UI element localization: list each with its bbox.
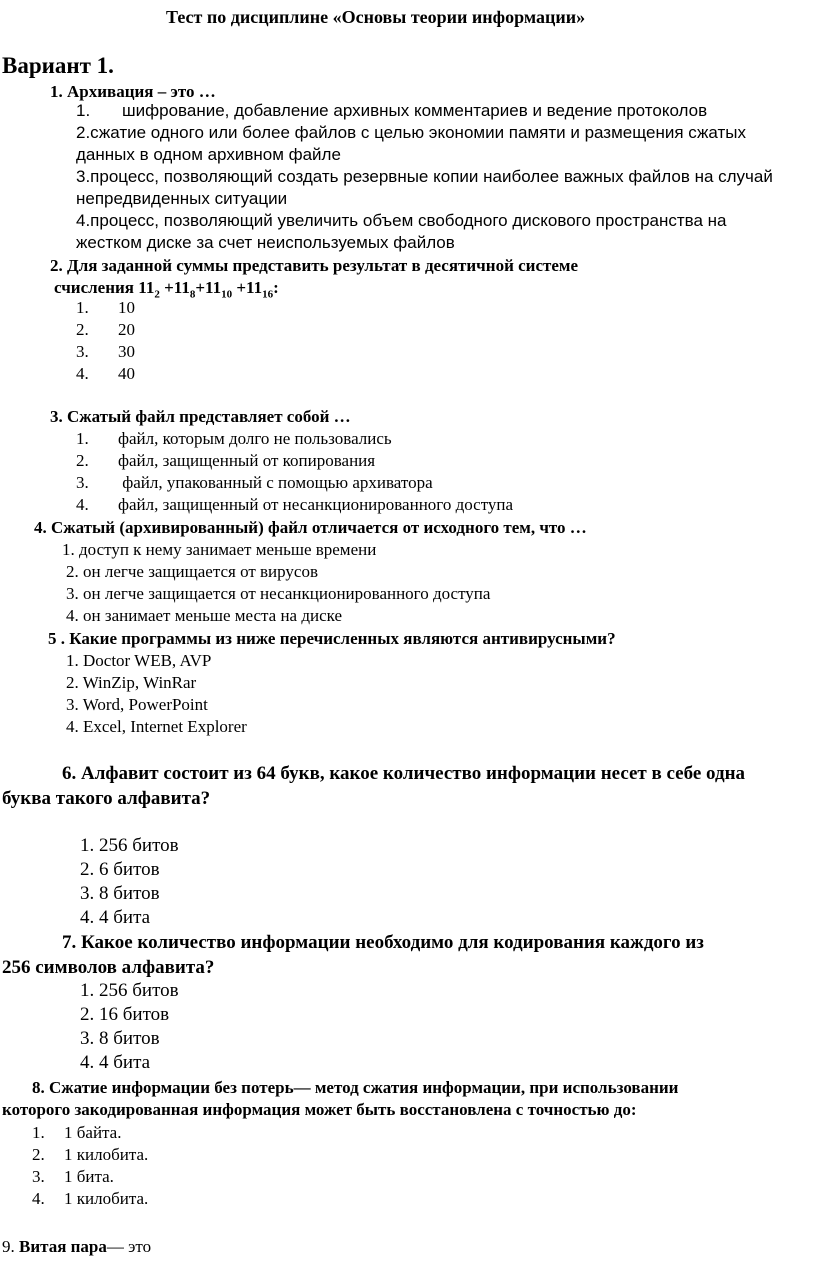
q8-answer-4-text: 1 килобита. [64,1189,149,1208]
q2-answer-4-number: 4. [76,364,89,383]
question-5: 5 . Какие программы из ниже перечисленных являются антивирусными? [48,629,616,648]
q6-answer-3: 3. 8 битов [80,883,160,904]
q2-answer-3-text: 30 [118,342,135,361]
q3-answer-1-number: 1. [76,429,89,448]
question-6-line-1: 6. Алфавит состоит из 64 букв, какое количество информации несет в себе одна [62,763,746,784]
q3-answer-1 [76,429,392,449]
question-7-line-1: 7. Какое количество информации необходимо для кодирования каждого из [62,932,704,953]
q5-answer-4: 4. Excel, Internet Explorer [66,717,247,736]
q1-answer-2-line-1: 2.сжатие одного или более файлов с целью экономии памяти и размещения сжатых [76,123,746,142]
q9-rest: — это [106,1237,152,1256]
q5-answer-1: 1. Doctor WEB, AVP [66,651,212,670]
q8-answer-4-number: 4. [32,1189,45,1208]
q7-answer-1: 1. 256 битов [80,980,179,1001]
q4-answer-3: 3. он легче защищается от несанкционированного доступа [66,584,491,603]
q2-answer-2-number: 2. [76,320,89,339]
q5-answer-3: 3. Word, PowerPoint [66,695,208,714]
q7-answer-3: 3. 8 битов [80,1028,160,1049]
q1-answer-3-line-1: 3.процесс, позволяющий создать резервные копии наиболее важных файлов на случай [76,167,773,186]
q8-answer-3-number: 3. [32,1167,45,1186]
q1-answer-3-line-2: непредвиденных ситуации [76,189,288,208]
question-8-line-1: 8. Сжатие информации без потерь— метод сжатия информации, при использовании [32,1078,679,1097]
q7-answer-4: 4. 4 бита [80,1052,151,1073]
q3-answer-4-text: файл, защищенный от несанкционированного доступа [118,495,514,514]
q3-answer-2-text: файл, защищенный от копирования [118,451,376,470]
q3-answer-3-text: файл, упакованный с помощью архиватора [118,473,433,492]
q2-plus-2: +11 [195,278,222,297]
q8-answer-2-number: 2. [32,1145,45,1164]
q4-answer-2: 2. он легче защищается от вирусов [66,562,319,581]
question-6-line-2: буква такого алфавита? [2,788,211,809]
question-1: 1. Архивация – это … [50,82,216,101]
q3-answer-3-number: 3. [76,473,89,492]
q7-answer-2: 2. 16 битов [80,1004,170,1025]
page-title: Тест по дисциплине «Основы теории информации» [166,7,586,27]
q3-answer-1-text: файл, которым долго не пользовались [118,429,392,448]
question-4: 4. Сжатый (архивированный) файл отличается от исходного тем, что … [34,518,587,537]
q1-answer-4-line-1: 4.процесс, позволяющий увеличить объем свободного дискового пространства на [76,211,727,230]
q2-prefix: счисления 11 [54,278,155,297]
q3-answer-3 [76,473,433,493]
q3-answer-4 [76,495,513,515]
q2-answer-4 [76,364,135,384]
q9-number: 9. [2,1237,19,1256]
q2-answer-2 [76,320,135,340]
q8-answer-1-text: 1 байта. [64,1123,122,1142]
q8-answer-2-text: 1 килобита. [64,1145,149,1164]
q8-answer-1 [32,1123,121,1143]
q2-colon: : [273,278,279,297]
q9-term: Витая пара [19,1237,107,1256]
q2-plus-3: +11 [232,278,263,297]
q2-answer-1-text: 10 [118,298,135,317]
q3-answer-2 [76,451,375,471]
question-2-line-1: 2. Для заданной суммы представить результат в десятичной системе [50,256,579,275]
question-2-line-2 [54,278,279,301]
q2-answer-4-text: 40 [118,364,135,383]
q1-answer-4-line-2: жестком диске за счет неиспользуемых файлов [76,233,455,252]
q1-answer-2-line-2: данных в одном архивном файле [76,145,341,164]
q2-plus-1: +11 [159,278,190,297]
q8-answer-1-number: 1. [32,1123,45,1142]
q1-answer-1-text: шифрование, добавление архивных комментариев и ведение протоколов [122,101,708,120]
q2-answer-3 [76,342,135,362]
q2-answer-1 [76,298,135,318]
q2-base-1: 2 [154,288,160,301]
q4-answer-1: 1. доступ к нему занимает меньше времени [62,540,377,559]
question-7-line-2: 256 символов алфавита? [2,957,215,978]
q8-answer-2 [32,1145,148,1165]
q4-answer-4: 4. он занимает меньше места на диске [66,606,343,625]
q5-answer-2: 2. WinZip, WinRar [66,673,197,692]
q2-base-2: 8 [189,288,196,301]
question-8-line-2: которого закодированная информация может быть восстановлена с точностью до: [2,1100,637,1119]
question-9 [2,1237,151,1257]
q6-answer-1: 1. 256 битов [80,835,179,856]
variant-heading: Вариант 1. [2,53,114,78]
q8-answer-3-text: 1 бита. [64,1167,114,1186]
q8-answer-4 [32,1189,148,1209]
q6-answer-2: 2. 6 битов [80,859,160,880]
q2-base-4: 16 [262,288,274,301]
q1-answer-1-number: 1. [76,101,91,120]
q2-answer-1-number: 1. [76,298,89,317]
question-3: 3. Сжатый файл представляет собой … [50,407,351,426]
q3-answer-4-number: 4. [76,495,89,514]
q3-answer-2-number: 2. [76,451,89,470]
q2-answer-3-number: 3. [76,342,89,361]
q6-answer-4: 4. 4 бита [80,907,151,928]
q2-answer-2-text: 20 [118,320,135,339]
q1-answer-1 [76,101,707,121]
q8-answer-3 [32,1167,114,1187]
q2-base-3: 10 [221,288,233,301]
